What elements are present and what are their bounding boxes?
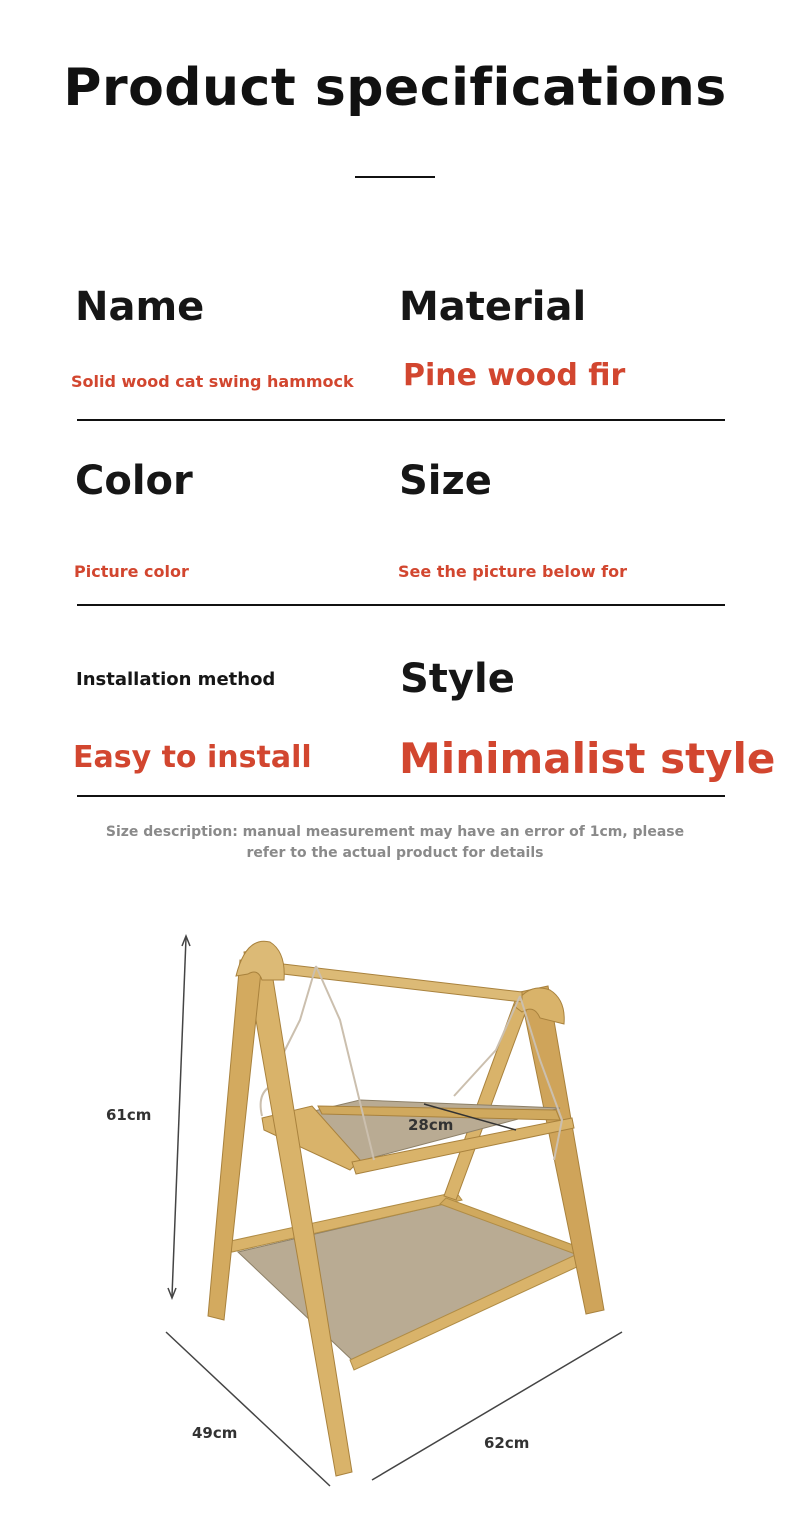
row-divider: [77, 419, 725, 421]
product-diagram: [0, 900, 790, 1518]
installation-value: Easy to install: [73, 740, 312, 775]
material-label: Material: [399, 284, 587, 330]
size-description-note: Size description: manual measurement may have an error of 1cm, please refer to the actual product for details: [105, 824, 685, 861]
material-value: Pine wood fir: [403, 358, 626, 393]
color-value: Picture color: [74, 562, 189, 581]
style-value: Minimalist style: [399, 734, 776, 783]
front-frame: [208, 941, 352, 1476]
row-divider: [77, 795, 725, 797]
height-dimension-line: [168, 936, 190, 1298]
style-label: Style: [400, 656, 515, 702]
size-label: Size: [399, 458, 492, 504]
shelf-width-dimension-label: 28cm: [408, 1116, 454, 1134]
upper-shelf: [262, 1100, 574, 1174]
name-label: Name: [75, 284, 205, 330]
lower-shelf: [226, 1192, 592, 1370]
name-value: Solid wood cat swing hammock: [71, 372, 354, 391]
installation-label: Installation method: [76, 669, 276, 690]
depth-dimension-line: [166, 1332, 330, 1486]
page-title: Product specifications: [63, 58, 727, 118]
size-value: See the picture below for: [398, 562, 628, 581]
width-dimension-line: [372, 1332, 622, 1480]
title-divider: [355, 176, 435, 178]
depth-dimension-label: 49cm: [192, 1424, 238, 1442]
top-bar: [266, 962, 522, 1002]
row-divider: [77, 604, 725, 606]
color-label: Color: [75, 458, 193, 504]
height-dimension-label: 61cm: [106, 1106, 152, 1124]
width-dimension-label: 62cm: [484, 1434, 530, 1452]
